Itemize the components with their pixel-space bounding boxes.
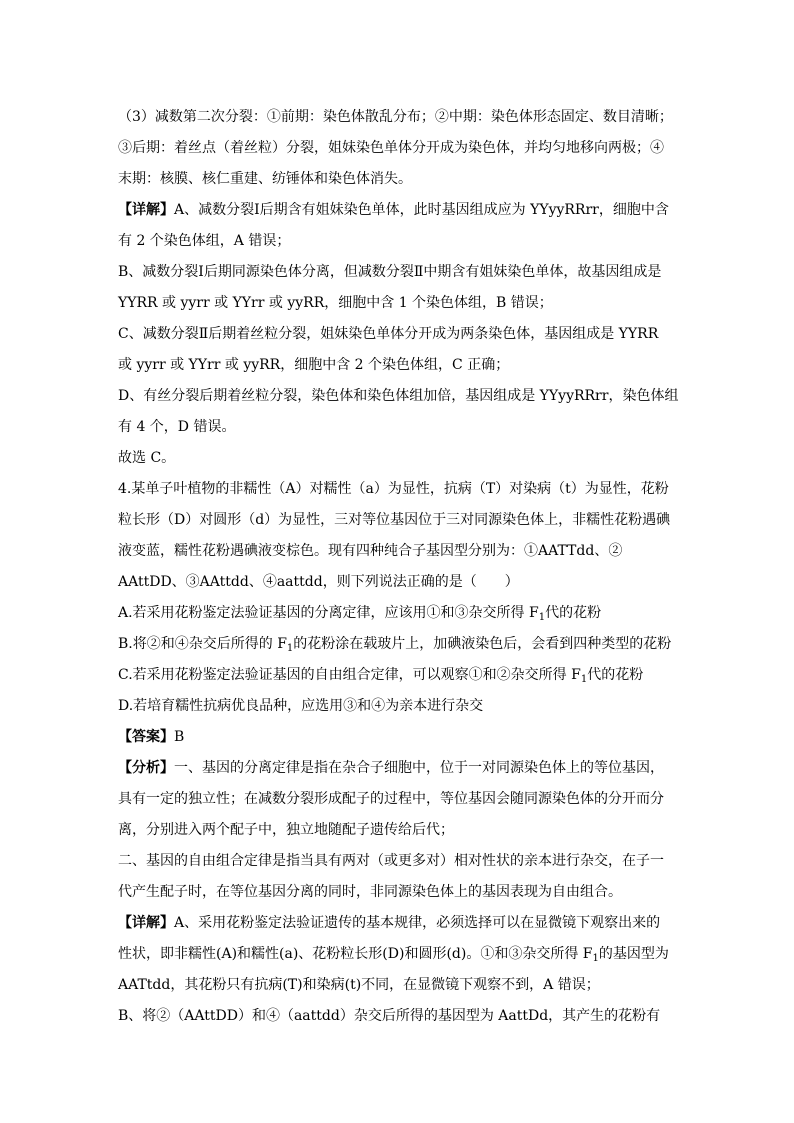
text-line: ③后期：着丝点（着丝粒）分裂，姐妹染色单体分开成为染色体，并均匀地移向两极；④ (118, 140, 664, 156)
section-label: 【详解】 (118, 202, 174, 218)
option-d: D.若培育糯性抗病优良品种，应选用③和④为亲本进行杂交 (118, 698, 484, 714)
text-line: 末期：核膜、核仁重建、纺锤体和染色体消失。 (118, 171, 412, 187)
text-line: 【分析】一、基因的分离定律是指在杂合子细胞中，位于一对同源染色体上的等位基因， (118, 760, 664, 776)
text-line: AATtdd，其花粉只有抗病(T)和染病(t)不同，在显微镜下观察不到，A 错误； (118, 977, 600, 993)
section-label: 【分析】 (118, 760, 174, 776)
text-line: B、将②（AAttDD）和④（aattdd）杂交后所得的基因型为 AattDd，其产生的花粉有 (118, 1008, 661, 1024)
option-c: C.若采用花粉鉴定法验证基因的自由组合定律，可以观察①和②杂交所得 $F_1$代的花粉 (118, 667, 644, 685)
text-line: （3）减数第二次分裂：①前期：染色体散乱分布；②中期：染色体形态固定、数目清晰； (118, 109, 673, 125)
section-label: 【详解】 (118, 915, 174, 931)
question-stem: 4.某单子叶植物的非糯性（A）对糯性（a）为显性，抗病（T）对染病（t）为显性，花粉 (118, 481, 669, 497)
question-stem: AAttDD、③AAttdd、④aattdd，则下列说法正确的是（ ） (118, 574, 519, 590)
text-line: 有 4 个，D 错误。 (118, 419, 236, 435)
text-line: 故选 C。 (118, 450, 176, 466)
text-line: YYRR 或 yyrr 或 YYrr 或 yyRR，细胞中含 1 个染色体组，B 错误； (118, 295, 553, 311)
text-line: 离，分别进入两个配子中，独立地随配子遗传给后代； (118, 822, 454, 838)
text-line: 有 2 个染色体组，A 错误； (118, 233, 291, 249)
text-line: 性状，即非糯性(A)和糯性(a)、花粉粒长形(D)和圆形(d)。①和③杂交所得 $F_1$的基因型为 (118, 946, 669, 964)
document-body (118, 102, 678, 1032)
section-label: 【答案】 (118, 729, 174, 745)
text-line: 【详解】A、减数分裂Ⅰ后期含有姐妹染色单体，此时基因组成应为 YYyyRRrr，细胞中含 (118, 202, 669, 218)
question-stem: 液变蓝，糯性花粉遇碘液变棕色。现有四种纯合子基因型分别为：①AATTdd、② (118, 543, 623, 559)
text-line: 具有一定的独立性；在减数分裂形成配子的过程中，等位基因会随同源染色体的分开而分 (118, 791, 664, 807)
text-line: C、减数分裂Ⅱ后期着丝粒分裂，姐妹染色单体分开成为两条染色体，基因组成是 YYRR (118, 326, 659, 342)
question-stem: 粒长形（D）对圆形（d）为显性，三对等位基因位于三对同源染色体上，非糯性花粉遇碘 (118, 512, 671, 528)
text-line: 二、基因的自由组合定律是指当具有两对（或更多对）相对性状的亲本进行杂交，在子一 (118, 853, 664, 869)
text-line: 代产生配子时，在等位基因分离的同时，非同源染色体上的基因表现为自由组合。 (118, 884, 622, 900)
text-line: 【详解】A、采用花粉鉴定法验证遗传的基本规律，必须选择可以在显微镜下观察出来的 (118, 915, 661, 931)
text-line: 或 yyrr 或 YYrr 或 yyRR，细胞中含 2 个染色体组，C 正确； (118, 357, 510, 373)
option-b: B.将②和④杂交后所得的 $F_1$的花粉涂在载玻片上，加碘液染色后，会看到四种类型的花粉 (118, 636, 672, 654)
text-line: D、有丝分裂后期着丝粒分裂，染色体和染色体组加倍，基因组成是 YYyyRRrr，染色体组 (118, 388, 679, 404)
answer-line: 【答案】B (118, 729, 185, 745)
option-a: A.若采用花粉鉴定法验证基因的分离定律，应该用①和③杂交所得 $F_1$代的花粉 (118, 605, 602, 623)
text-line: B、减数分裂Ⅰ后期同源染色体分离，但减数分裂Ⅱ中期含有姐妹染色单体，故基因组成是 (118, 264, 662, 280)
